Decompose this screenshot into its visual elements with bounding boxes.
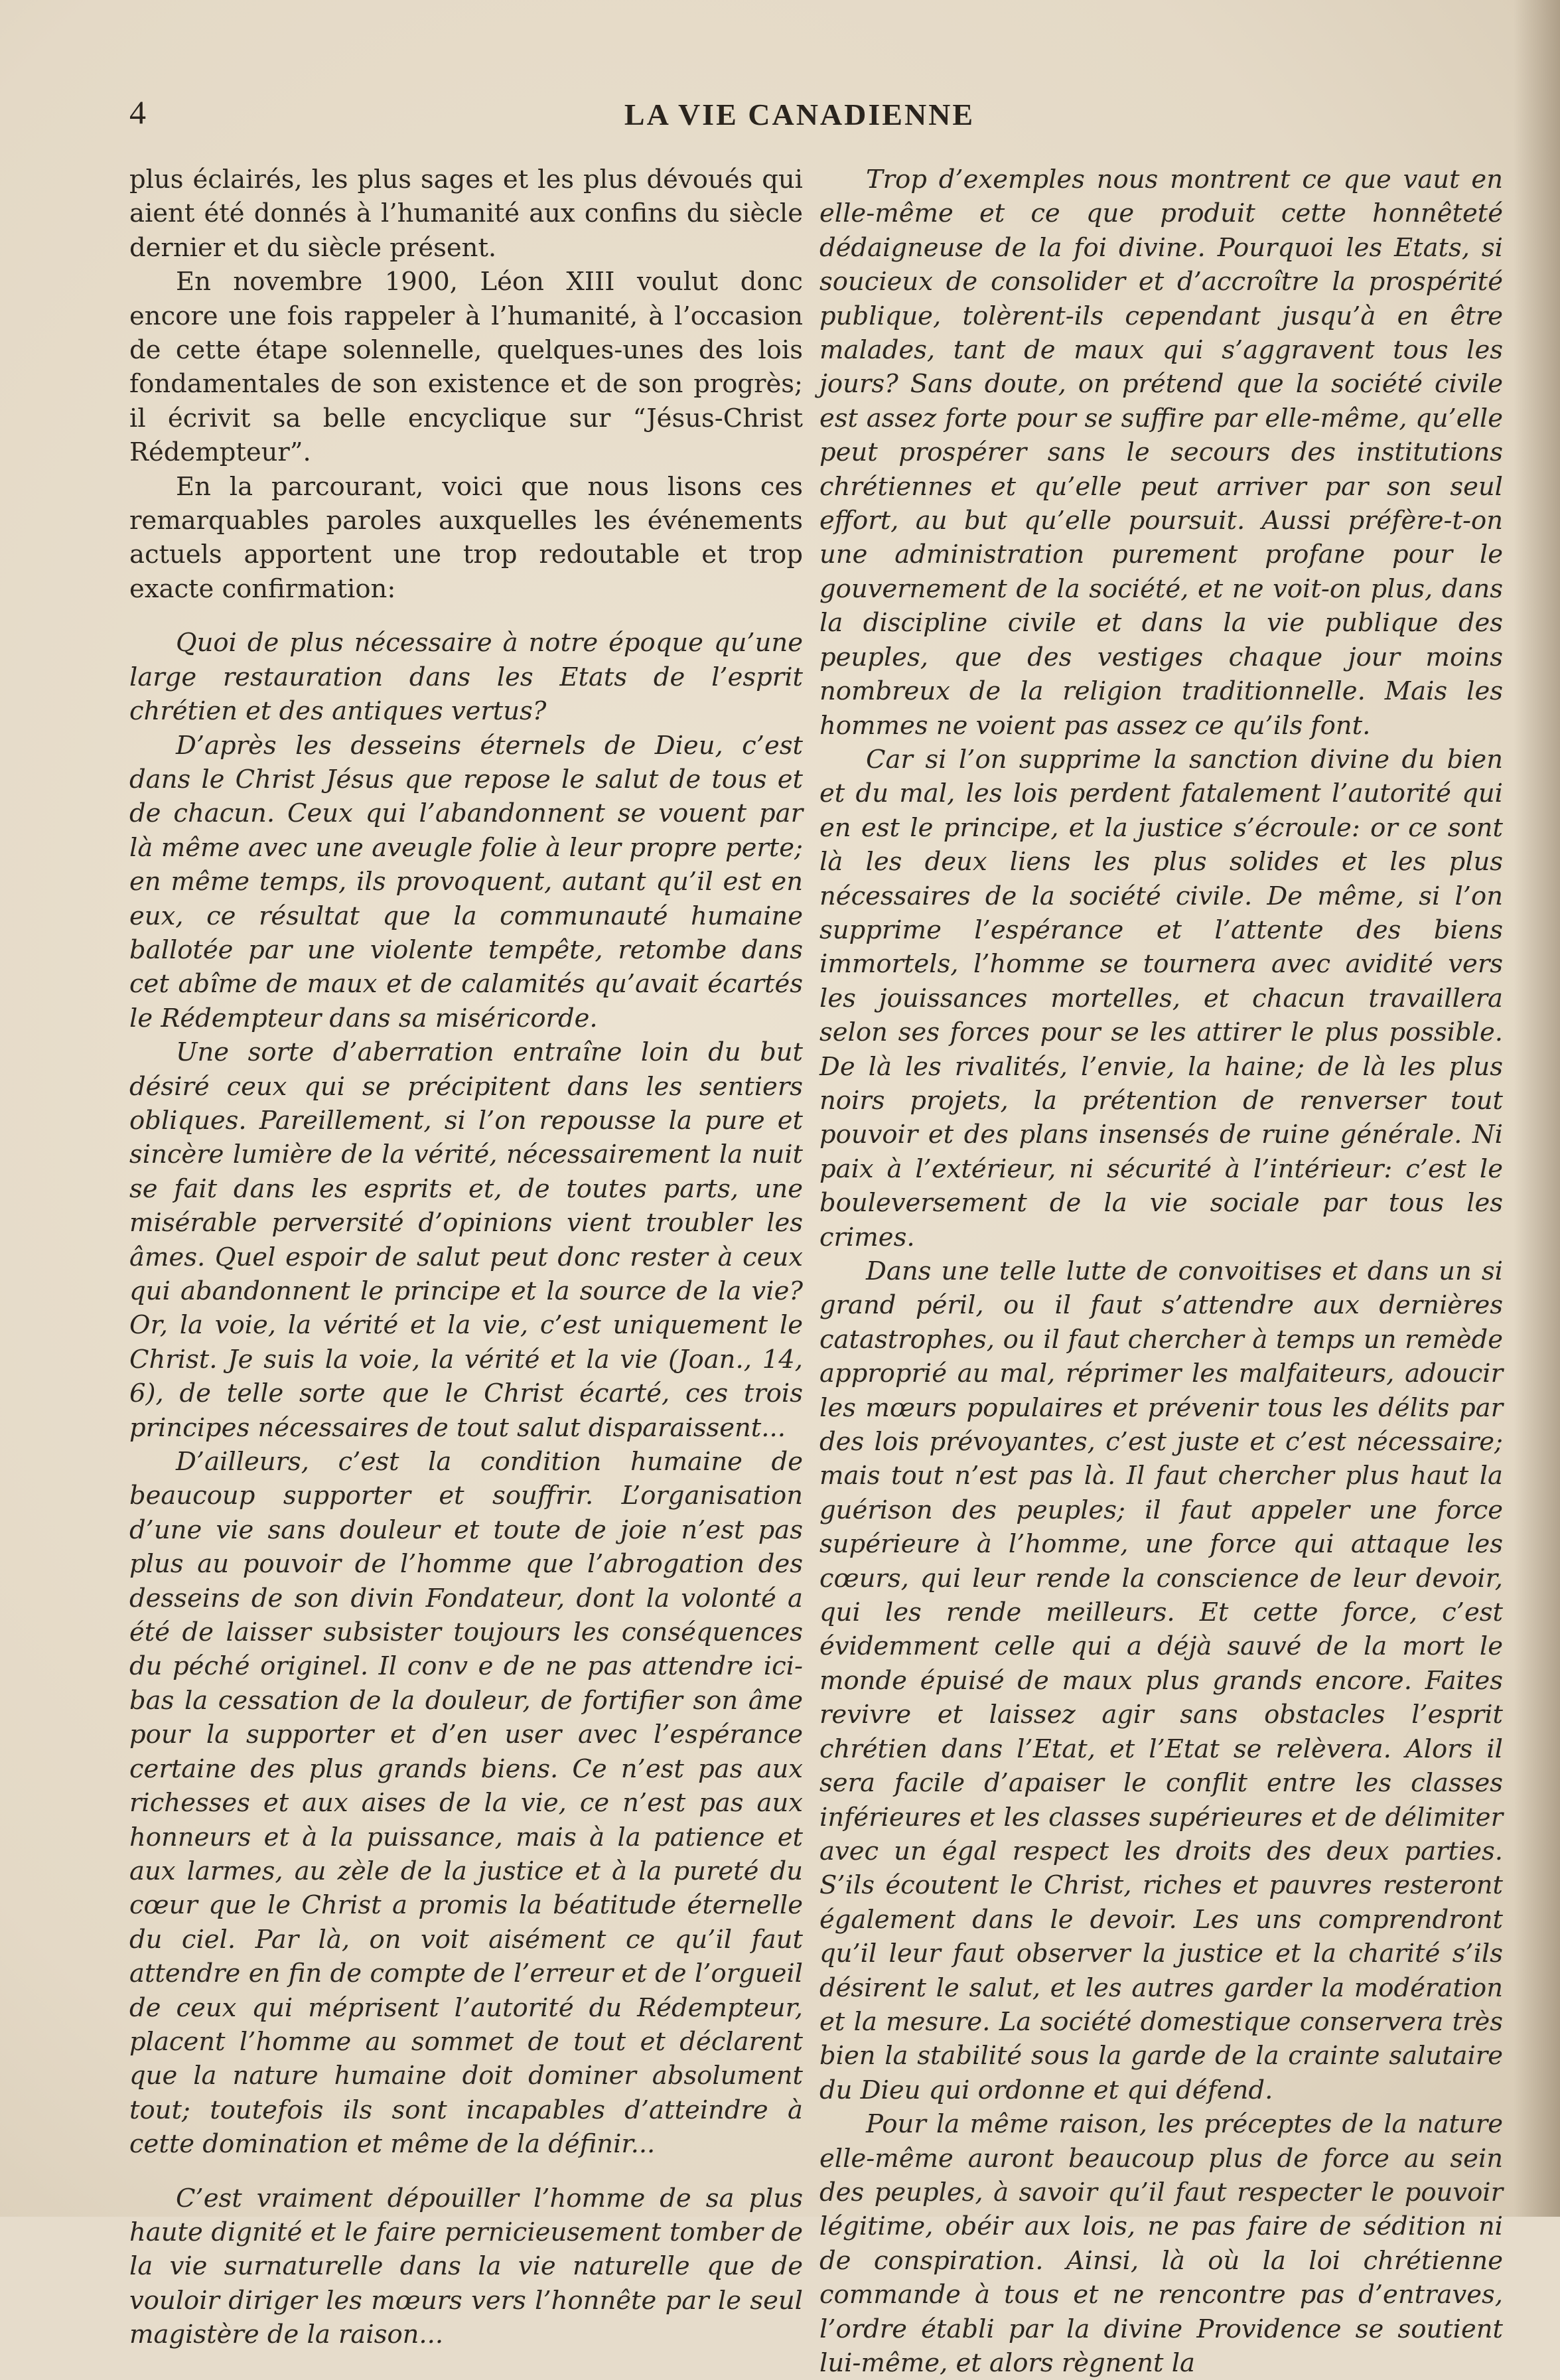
spacer: [129, 2162, 803, 2182]
quote-paragraph: Quoi de plus nécessaire à notre époque qu’une large restauration dans les Etats de l’esprit chrétien et des antiques vertus?: [129, 628, 803, 727]
quote-paragraph: Dans une telle lutte de convoitises et dans un si grand péril, ou il faut s’attendre aux dernières catastrophes, ou il faut chercher à temps un remède approprié au mal, réprimer les malfaiteurs, adoucir les mœurs populaires et prévenir tous les délits par des lois prévoyantes, c’est juste et c’est nécessaire; mais tout n’est pas là. Il faut chercher plus haut la guérison des peuples; il faut appeler une force supérieure à l’homme, une force qui attaque les cœurs, qui leur rende la conscience de leur devoir, qui les rende meilleurs. Et cette force, c’est évidemment celle qui a déjà sauvé de la mort le monde épuisé de maux plus grands encore. Faites revivre et laissez agir sans obstacles l’esprit chrétien dans l’Etat, et l’Etat se relèvera. Alors il sera facile d’apaiser le conflit entre les classes inférieures et les classes supérieures et de délimiter avec un égal respect les droits des deux parties. S’ils écoutent le Christ, riches et pauvres resteront également dans le devoir. Les uns comprendront qu’il leur faut observer la justice et la charité s’ils désirent le salut, et les autres garder la modération et la mesure. La société domestique conservera très bien la stabilité sous la garde de la crainte salutaire du Dieu qui ordonne et qui défend.: [819, 1256, 1503, 2105]
quote-paragraph: Trop d’exemples nous montrent ce que vaut en elle-même et ce que produit cette honnêteté dédaigneuse de la foi divine. Pourquoi les Etats, si soucieux de consolider et d’accroître la prospérité publique, tolèrent-ils cependant jusqu’à en être malades, tant de maux qui s’aggravent tous les jours? Sans doute, on prétend que la société civile est assez forte pour se suffire par elle-même, qu’elle peut prospérer sans le secours des institutions chrétiennes et qu’elle peut arriver par son seul effort, au but qu’elle poursuit. Aussi préfère-t-on une administration purement profane pour le gouvernement de la société, et ne voit-on plus, dans la discipline civile et dans la vie publique des peuples, que des vestiges chaque jour moins nombreux de la religion traditionnelle. Mais les hommes ne voient pas assez ce qu’ils font.: [819, 165, 1503, 741]
quote-paragraph: C’est vraiment dépouiller l’homme de sa plus haute dignité et le faire pernicieusement tomber de la vie surnaturelle dans la vie naturelle que de vouloir diriger les mœurs vers l’honnête par le seul magistère de la raison...: [129, 2183, 803, 2350]
paragraph-quote-intro: En la parcourant, voici que nous lisons ces remarquables paroles auxquelles les événements actuels apportent une trop redoutable et trop exacte confirmation:: [129, 471, 803, 604]
paragraph-intro: plus éclairés, les plus sages et les plus dévoués qui aient été donnés à l’humanité aux confins du siècle dernier et du siècle présent.: [129, 165, 803, 263]
paragraph-encyclical: En novembre 1900, Léon XIII voulut donc encore une fois rappeler à l’humanité, à l’occasion de cette étape solennelle, quelques-unes des lois fondamentales de son existence et de son progrès; il écrivit sa belle encyclique sur “Jésus-Christ Rédempteur”.: [129, 267, 803, 468]
journal-title: LA VIE CANADIENNE: [624, 98, 975, 131]
page-number: 4: [129, 94, 146, 131]
quote-paragraph: D’après les desseins éternels de Dieu, c’est dans le Christ Jésus que repose le salut de tous et de chacun. Ceux qui l’abandonnent se vouent par là même avec une aveugle folie à leur propre perte; en même temps, ils provoquent, autant qu’il est en eux, ce résultat que la communauté humaine ballotée par une violente tempête, retombe dans cet abîme de maux et de calamités qu’avait écartés le Rédempteur dans sa miséricorde.: [129, 730, 803, 1033]
page-header: [129, 93, 1470, 146]
quote-paragraph: Car si l’on supprime la sanction divine du bien et du mal, les lois perdent fatalement l’autorité qui en est le principe, et la justice s’écroule: or ce sont là les deux liens les plus solides et les plus nécessaires de la société civile. De même, si l’on supprime l’espérance et l’attente des biens immortels, l’homme se tournera avec avidité vers les jouissances mortelles, et chacun travaillera selon ses forces pour se les attirer le plus possible. De là les rivalités, l’envie, la haine; de là les plus noirs projets, la prétention de renverser tout pouvoir et des plans insensés de ruine générale. Ni paix à l’extérieur, ni sécurité à l’intérieur: c’est le bouleversement de la vie sociale par tous les crimes.: [819, 744, 1503, 1252]
quote-paragraph: Une sorte d’aberration entraîne loin du but désiré ceux qui se précipitent dans les sentiers obliques. Pareillement, si l’on repousse la pure et sincère lumière de la vérité, nécessairement la nuit se fait dans les esprits et, de toutes parts, une misérable perversité d’opinions vient troubler les âmes. Quel espoir de salut peut donc rester à ceux qui abandonnent le principe et la source de la vie? Or, la voie, la vérité et la vie, c’est uniquement le Christ. Je suis la voie, la vérité et la vie (Joan., 14, 6), de telle sorte que le Christ écarté, ces trois principes nécessaires de tout salut disparaissent...: [129, 1037, 803, 1443]
left-column: [129, 163, 803, 2352]
page-edge-shadow: [1514, 0, 1560, 2217]
spacer: [129, 606, 803, 626]
quote-paragraph: D’ailleurs, c’est la condition humaine de beaucoup supporter et souffrir. L’organisation d’une vie sans douleur et toute de joie n’est pas plus au pouvoir de l’homme que l’abrogation des desseins de son divin Fondateur, dont la volonté a été de laisser subsister toujours les conséquences du péché originel. Il conv e de ne pas attendre ici-bas la cessation de la douleur, de fortifier son âme pour la supporter et d’en user avec l’espérance certaine des plus grands biens. Ce n’est pas aux richesses et aux aises de la vie, ce n’est pas aux honneurs et à la puissance, mais à la patience et aux larmes, au zèle de la justice et à la pureté du cœur que le Christ a promis la béatitude éternelle du ciel. Par là, on voit aisément ce qu’il faut attendre en fin de compte de l’erreur et de l’orgueil de ceux qui méprisent l’autorité du Rédempteur, placent l’homme au sommet de tout et déclarent que la nature humaine doit dominer absolument tout; toutefois ils sont incapables d’atteindre à cette domination et même de la définir...: [129, 1447, 803, 2160]
right-column: [819, 163, 1503, 2380]
quote-paragraph: Pour la même raison, les préceptes de la nature elle-même auront beaucoup plus de force au sein des peuples, à savoir qu’il faut respecter le pouvoir légitime, obéir aux lois, ne pas faire de sédition ni de conspiration. Ainsi, là où la loi chrétienne commande à tous et ne rencontre pas d’entraves, l’ordre établi par la divine Providence se soutient lui-même, et alors règnent la: [819, 2109, 1503, 2378]
